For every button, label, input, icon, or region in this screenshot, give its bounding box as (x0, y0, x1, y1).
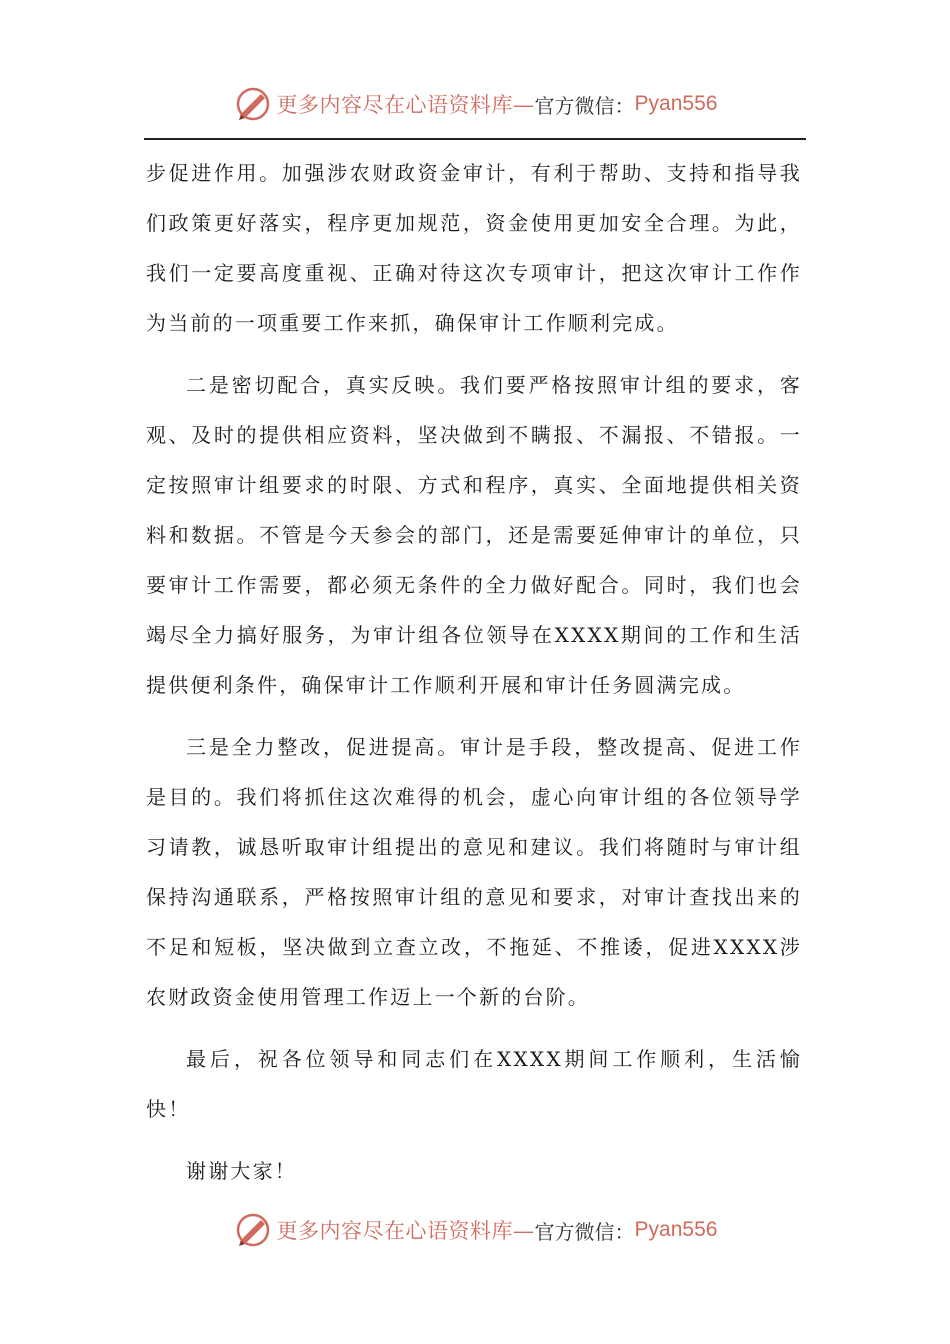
header-banner-text: 更多内容尽在心语资料库— (276, 93, 535, 117)
paragraph-1: 步促进作用。加强涉农财政资金审计，有利于帮助、支持和指导我们政策更好落实，程序更加规范，资金使用更加安全合理。为此，我们一定要高度重视、正确对待这次专项审计，把这次审计工作作为当前的一项重要工作来抓，确保审计工作顺利完成。 (146, 161, 802, 335)
footer-banner-text: 更多内容尽在心语资料库— (276, 1219, 535, 1243)
footer-banner (0, 1208, 950, 1252)
pen-logo-icon (233, 84, 273, 124)
footer-wechat-label: 官方微信： (534, 1219, 635, 1244)
document-body (146, 148, 802, 1196)
closing-thanks: 谢谢大家！ (186, 1159, 297, 1183)
paragraph-2: 二是密切配合，真实反映。我们要严格按照审计组的要求，客观、及时的提供相应资料，坚决做到不瞒报、不漏报、不错报。一定按照审计组要求的时限、方式和程序，真实、全面地提供相关资料和数据。不管是今天参会的部门，还是需要延伸审计的单位，只要审计工作需要，都必须无条件的全力做好配合。同时，我们也会竭尽全力搞好服务，为审计组各位领导在XXXX期间的工作和生活提供便利条件，确保审计工作顺利开展和审计任务圆满完成。 (146, 373, 802, 697)
header-banner (0, 82, 950, 126)
header-wechat-id: Pyan556 (634, 92, 718, 115)
header-wechat-label: 官方微信： (534, 93, 635, 118)
pen-logo-icon (233, 1210, 273, 1250)
footer-wechat-id: Pyan556 (634, 1218, 718, 1241)
closing-wishes: 最后，祝各位领导和同志们在XXXX期间工作顺利，生活愉快！ (146, 1047, 802, 1121)
header-divider (144, 138, 806, 140)
paragraph-3: 三是全力整改，促进提高。审计是手段，整改提高、促进工作是目的。我们将抓住这次难得的机会，虚心向审计组的各位领导学习请教，诚恳听取审计组提出的意见和建议。我们将随时与审计组保持沟通联系，严格按照审计组的意见和要求，对审计查找出来的不足和短板，坚决做到立查立改，不拖延、不推诿，促进XXXX涉农财政资金使用管理工作迈上一个新的台阶。 (146, 735, 802, 1009)
